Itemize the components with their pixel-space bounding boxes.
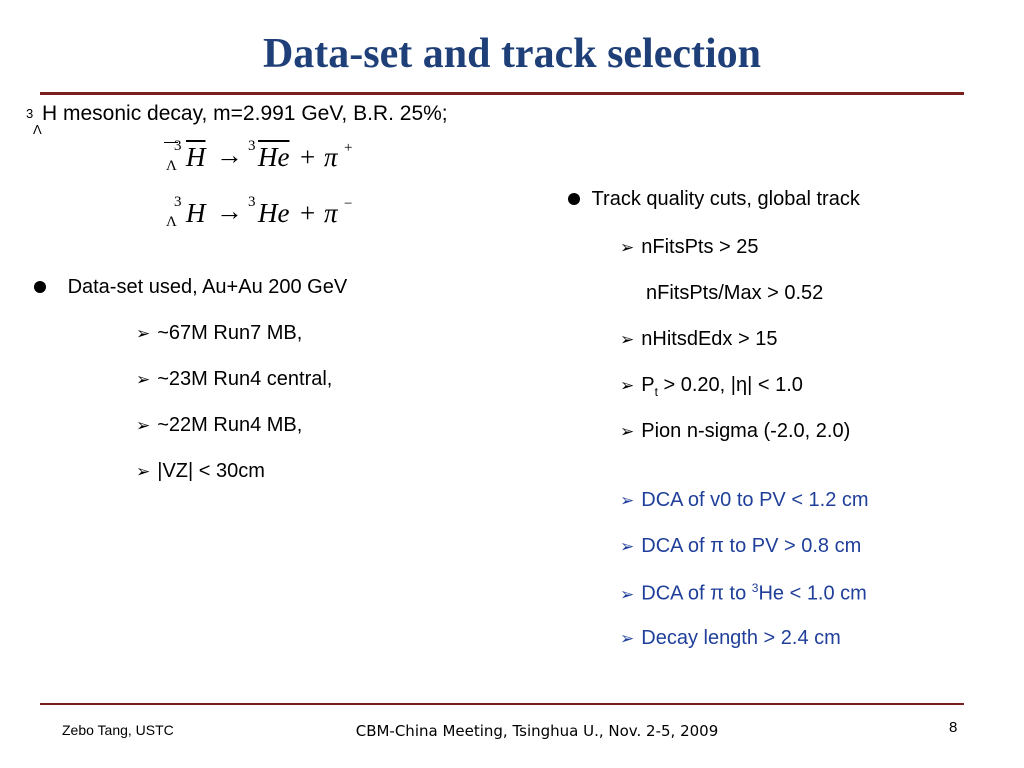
eq2-lhs: H — [186, 198, 206, 228]
cut-text: DCA of π to PV > 0.8 cm — [641, 535, 862, 557]
pt-subscript: t — [654, 385, 658, 399]
list-item — [136, 322, 302, 345]
arrow-bullet-icon: ➢ — [620, 537, 635, 556]
bullet-dot-icon — [568, 193, 580, 205]
arrow-bullet-icon: ➢ — [620, 422, 635, 441]
list-item — [620, 581, 867, 606]
footer-meeting: CBM-China Meeting, Tsinghua U., Nov. 2-5, 2009 — [355, 722, 719, 740]
cut-text: Pion n-sigma (-2.0, 2.0) — [641, 420, 851, 442]
dataset-heading-row — [34, 276, 347, 299]
bottom-divider — [40, 703, 964, 705]
intro-text: H mesonic decay, m=2.991 GeV, B.R. 25%; — [42, 102, 448, 125]
eq2-pion: π — [324, 198, 338, 228]
list-item — [620, 328, 777, 351]
eq1-anti-bar — [164, 142, 178, 143]
track-heading: Track quality cuts, global track — [591, 188, 860, 210]
list-item — [620, 489, 869, 512]
pt-cut-text: > 0.20, |η| < 1.0 — [657, 374, 803, 396]
cut-text: nFitsPts > 25 — [641, 236, 759, 258]
list-item — [620, 535, 861, 558]
decay-equation-2 — [164, 194, 384, 239]
he-mass-number: 3 — [751, 581, 759, 595]
eq1-pre-sub: Λ — [166, 158, 177, 174]
cut-text: nHitsdEdx > 15 — [641, 328, 778, 350]
arrow-bullet-icon: ➢ — [620, 376, 635, 395]
eq1-prod-sup: 3 — [248, 138, 256, 154]
eq2-pre-sub: Λ — [166, 214, 177, 230]
list-item — [620, 420, 850, 443]
pt-symbol: P — [641, 374, 655, 396]
dataset-heading: Data-set used, Au+Au 200 GeV — [67, 276, 348, 298]
list-item — [620, 627, 841, 650]
cut-text: He < 1.0 cm — [758, 582, 867, 605]
list-item — [620, 374, 803, 399]
list-item — [136, 414, 302, 437]
eq1-pre-sup: 3 — [174, 138, 182, 154]
list-item — [136, 460, 265, 483]
slide-title: Data-set and track selection — [262, 31, 762, 77]
arrow-bullet-icon: ➢ — [620, 238, 635, 257]
top-divider — [40, 92, 964, 95]
arrow-bullet-icon: ➢ — [136, 416, 151, 435]
cut-text: DCA of π to — [641, 582, 752, 605]
eq2-charge: − — [344, 196, 353, 212]
list-item — [620, 236, 759, 259]
dataset-item-text: ~67M Run7 MB, — [157, 322, 303, 344]
eq2-arrow: → — [216, 196, 243, 226]
cut-text: nFitsPts/Max > 0.52 — [646, 282, 824, 304]
arrow-bullet-icon: ➢ — [136, 324, 151, 343]
eq1-prod: $\overline{He}$ — [258, 142, 290, 172]
dataset-item-text: ~23M Run4 central, — [157, 368, 333, 390]
eq1-plus: + — [300, 142, 316, 172]
arrow-bullet-icon: ➢ — [136, 462, 151, 481]
eq1-arrow: → — [216, 140, 243, 170]
eq2-prod-sup: 3 — [248, 194, 256, 210]
lambda-subscript: Λ — [33, 122, 42, 137]
eq1-pion: π — [324, 142, 338, 172]
arrow-bullet-icon: ➢ — [620, 491, 635, 510]
eq2-plus: + — [300, 198, 316, 228]
bullet-dot-icon — [34, 281, 46, 293]
mass-number: 3 — [26, 106, 34, 121]
intro-line — [26, 102, 448, 137]
arrow-bullet-icon: ➢ — [620, 584, 635, 604]
list-item — [646, 282, 823, 305]
track-heading-row — [568, 188, 860, 211]
decay-equation-1 — [164, 138, 384, 183]
cut-text: DCA of v0 to PV < 1.2 cm — [641, 489, 869, 511]
list-item — [136, 368, 332, 391]
arrow-bullet-icon: ➢ — [620, 330, 635, 349]
eq2-pre-sup: 3 — [174, 194, 182, 210]
cut-text: Decay length > 2.4 cm — [641, 627, 841, 649]
eq2-prod: He — [258, 198, 290, 228]
arrow-bullet-icon: ➢ — [136, 370, 151, 389]
eq1-lhs: $\overline{H}$ — [186, 142, 206, 172]
dataset-item-text: ~22M Run4 MB, — [157, 414, 303, 436]
eq1-charge: + — [344, 140, 353, 156]
footer-author: Zebo Tang, USTC — [62, 722, 174, 738]
arrow-bullet-icon: ➢ — [620, 629, 635, 648]
page-number: 8 — [949, 719, 958, 736]
dataset-item-text: |VZ| < 30cm — [157, 460, 265, 482]
